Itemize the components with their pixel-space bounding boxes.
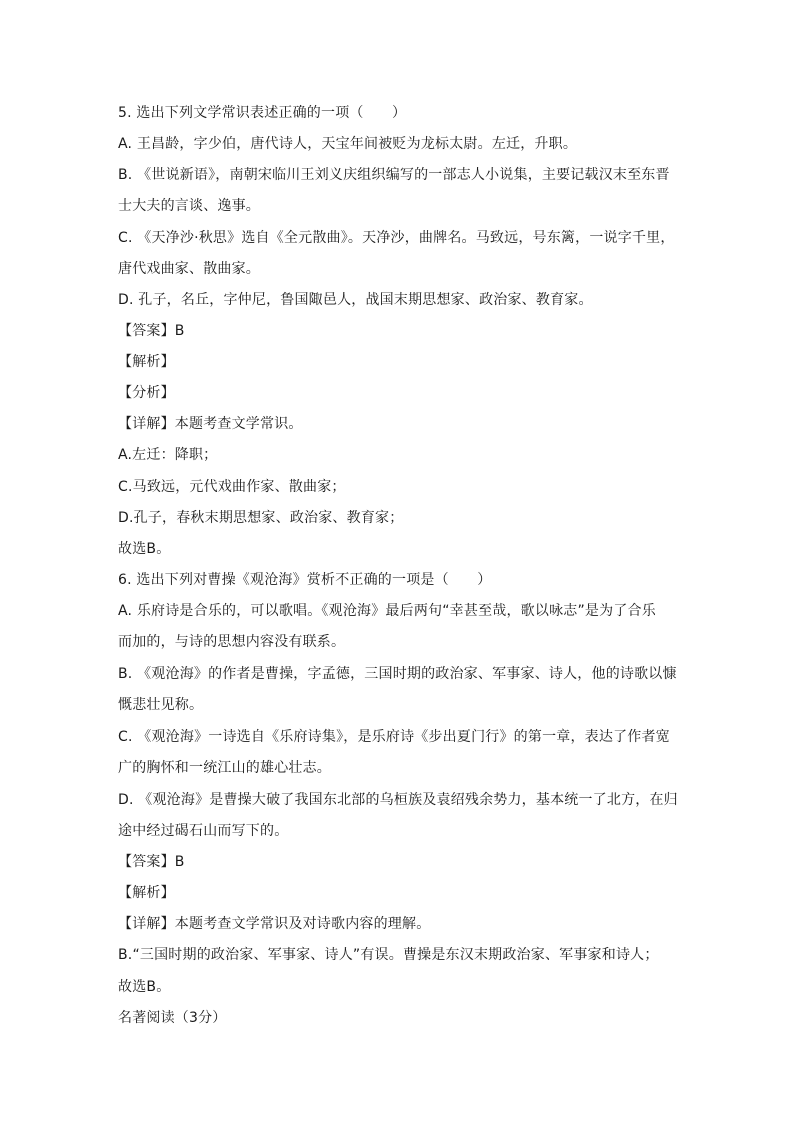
q6-detail: 【详解】本题考查文学常识及对诗歌内容的理解。	[118, 916, 431, 932]
q5-fenxi-heading: 【分析】	[118, 385, 175, 401]
q6-option-d-line1: D. 《观沧海》是曹操大破了我国东北部的乌桓族及袁绍残余势力，基本统一了北方，在归	[118, 792, 678, 808]
q5-conclusion: 故选B。	[118, 541, 171, 557]
q6-option-b-line1: B. 《观沧海》的作者是曹操，字孟德，三国时期的政治家、军事家、诗人，他的诗歌以慷	[118, 666, 677, 682]
q5-option-c-line1: C. 《天净沙·秋思》选自《全元散曲》。天净沙，曲牌名。马致远，号东篱，一说字千里，	[118, 230, 675, 246]
q5-answer: 【答案】B	[118, 323, 185, 339]
q6-answer: 【答案】B	[118, 854, 185, 870]
q6-conclusion: 故选B。	[118, 979, 171, 995]
q5-option-c-line2: 唐代戏曲家、散曲家。	[118, 261, 260, 277]
q5-option-d: D. 孔子，名丘，字仲尼，鲁国陬邑人，战国末期思想家、政治家、教育家。	[118, 292, 593, 308]
q5-note-a: A.左迁：降职；	[118, 447, 218, 463]
q6-option-c-line1: C. 《观沧海》一诗选自《乐府诗集》，是乐府诗《步出夏门行》的第一章，表达了作者宽	[118, 729, 670, 745]
q6-note-b: B.“三国时期的政治家、军事家、诗人”有误。曹操是东汉末期政治家、军事家和诗人；	[118, 947, 659, 963]
q6-option-c-line2: 广的胸怀和一统江山的雄心壮志。	[118, 760, 331, 776]
q5-question: 5. 选出下列文学常识表述正确的一项（ ）	[118, 105, 407, 121]
q5-detail: 【详解】本题考查文学常识。	[118, 416, 303, 432]
q5-note-d: D.孔子，春秋末期思想家、政治家、教育家；	[118, 510, 404, 526]
q6-question: 6. 选出下列对曹操《观沧海》赏析不正确的一项是（ ）	[118, 572, 492, 588]
q6-option-d-line2: 途中经过碣石山而写下的。	[118, 823, 289, 839]
q6-option-a-line2: 而加的，与诗的思想内容没有联系。	[118, 634, 346, 650]
section-heading: 名著阅读（3分）	[118, 1010, 227, 1026]
q6-option-b-line2: 慨悲壮见称。	[118, 697, 204, 713]
q6-analysis-heading: 【解析】	[118, 885, 175, 901]
q5-option-b-line2: 士大夫的言谈、逸事。	[118, 198, 260, 214]
q5-option-a: A. 王昌龄，字少伯，唐代诗人，天宝年间被贬为龙标太尉。左迁，升职。	[118, 136, 578, 152]
q6-option-a-line1: A. 乐府诗是合乐的，可以歌唱。《观沧海》最后两句“幸甚至哉，歌以咏志”是为了合乐	[118, 603, 656, 619]
q5-option-b-line1: B. 《世说新语》，南朝宋临川王刘义庆组织编写的一部志人小说集，主要记载汉末至东晋	[118, 167, 670, 183]
q5-note-c: C.马致远，元代戏曲作家、散曲家；	[118, 479, 346, 495]
q5-analysis-heading: 【解析】	[118, 354, 175, 370]
